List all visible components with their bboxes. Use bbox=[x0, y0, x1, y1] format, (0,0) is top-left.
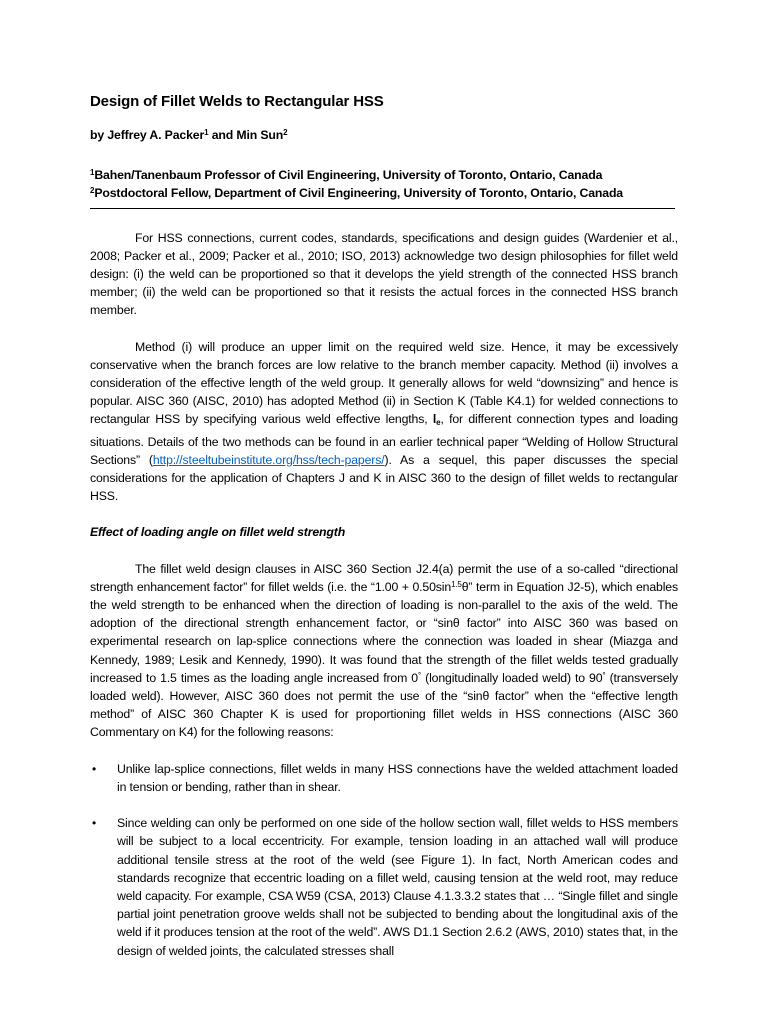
effective-length-letter: l bbox=[432, 412, 437, 427]
paragraph-2-part-1: Method (i) will produce an upper limit on the required weld size. Hence, it may be excessively conservative when the branch forces are low relative to the branch member capacity. Method (ii) involves a consideration of the effective length of the weld group. It generally allows for weld “downsizing” and hence is popular. AISC 360 (AISC, 2010) has adopted Method (ii) in Section K (Table K4.1) for welded connections to rectangular HSS by specifying various weld effective lengths, bbox=[90, 339, 678, 427]
tech-papers-link[interactable]: http://steeltubeinstitute.org/hss/tech-papers/ bbox=[152, 452, 385, 467]
affiliation-mark-2: 2 bbox=[90, 186, 95, 196]
affiliation-mark-1: 1 bbox=[90, 168, 95, 178]
paragraph-3-part-3: (longitudinally loaded weld) to 90 bbox=[421, 670, 603, 685]
list-item bbox=[90, 814, 678, 960]
degree-mark-2: ° bbox=[602, 670, 606, 680]
exponent-superscript: 1.5 bbox=[451, 579, 462, 589]
paper-title: Design of Fillet Welds to Rectangular HSS bbox=[90, 93, 384, 110]
affiliation-text-1: Bahen/Tanenbaum Professor of Civil Engineering, University of Toronto, Ontario, Canada bbox=[94, 168, 603, 183]
author-byline bbox=[90, 126, 678, 144]
bullet-icon: • bbox=[92, 761, 97, 776]
paragraph-3-part-1: The fillet weld design clauses in AISC 360 Section J2.4(a) permit the use of a so-called “directional strength enhancement factor” for fillet welds (i.e. the “1.00 + 0.50sin bbox=[90, 561, 678, 594]
paragraph-1: For HSS connections, current codes, standards, specifications and design guides (Wardenier et al., 2008; Packer et al., 2009; Packer et al., 2010; ISO, 2013) acknowledge two design philosophies for fillet weld design: (i) the weld can be proportioned so that it develops the yield strength of the connected HSS branch member; (ii) the weld can be proportioned so that it resists the actual forces in the connected HSS branch member. bbox=[90, 230, 678, 318]
effective-length-subscript: e bbox=[436, 418, 441, 428]
bullet-icon: • bbox=[92, 816, 97, 831]
paragraph-2 bbox=[90, 338, 678, 506]
paragraph-3 bbox=[90, 560, 678, 742]
paragraph-3-part-2: θ” term in Equation J2-5), which enables the weld strength to be enhanced when the direction of loading is non-parallel to the axis of the weld. The adoption of the directional strength enhancement factor, or “sinθ factor” into AISC 360 was based on experimental research on lap-splice connections where the connection was loaded in shear (Miazga and Kennedy, 1989; Lesik and Kennedy, 1990). It was found that the strength of the fillet welds tested gradually increased to 1.5 times as the loading angle increased from 0 bbox=[90, 579, 678, 685]
affiliation-text-2: Postdoctoral Fellow, Department of Civil Engineering, University of Toronto, Ontario, Canada bbox=[94, 186, 623, 201]
list-item-text: Unlike lap-splice connections, fillet welds in many HSS connections have the welded attachment loaded in tension or bending, rather than in shear. bbox=[117, 761, 678, 794]
paragraph-2-part-3: ). As a sequel, this paper discusses the special considerations for the application of Chapters J and K in AISC 360 to the design of fillet welds to rectangular HSS. bbox=[90, 452, 678, 504]
paragraph-3-part-4: (transversely loaded weld). However, AISC 360 does not permit the use of the “sinθ factor” when the “effective length method” of AISC 360 Chapter K is used for proportioning fillet welds in HSS connections (AISC 360 Commentary on K4) for the following reasons: bbox=[90, 670, 679, 740]
author-byline-middle: and Min Sun bbox=[208, 128, 284, 142]
affiliation-1 bbox=[90, 166, 678, 184]
affiliation-2 bbox=[90, 184, 678, 202]
author-mark-2: 2 bbox=[283, 128, 288, 137]
list-item bbox=[90, 760, 678, 796]
author-mark-1: 1 bbox=[204, 128, 209, 137]
reasons-list bbox=[90, 760, 678, 960]
author-byline-prefix: by Jeffrey A. Packer bbox=[90, 128, 205, 142]
degree-mark-1: ° bbox=[417, 670, 422, 680]
section-heading: Effect of loading angle on fillet weld strength bbox=[90, 525, 346, 540]
header-divider bbox=[90, 208, 675, 209]
paragraph-2-part-2: , for different connection types and loading situations. Details of the two methods can be found in an earlier technical paper “Welding of Hollow Structural Sections” ( bbox=[90, 412, 678, 467]
list-item-text: Since welding can only be performed on one side of the hollow section wall, fillet welds to HSS members will be subject to a local eccentricity. For example, tension loading in an attached wall will produce additional tensile stress at the root of the weld (see Figure 1). In fact, North American codes and standards recognize that eccentric loading on a fillet weld, causing tension at the weld root, may reduce weld capacity. For example, CSA W59 (CSA, 2013) Clause 4.1.3.3.2 states that … “Single fillet and single partial joint penetration groove welds shall not be subjected to bending about the longitudinal axis of the weld if it produces tension at the root of the weld”. AWS D1.1 Section 2.6.2 (AWS, 2010) states that, in the design of welded joints, the calculated stresses shall bbox=[117, 816, 678, 958]
